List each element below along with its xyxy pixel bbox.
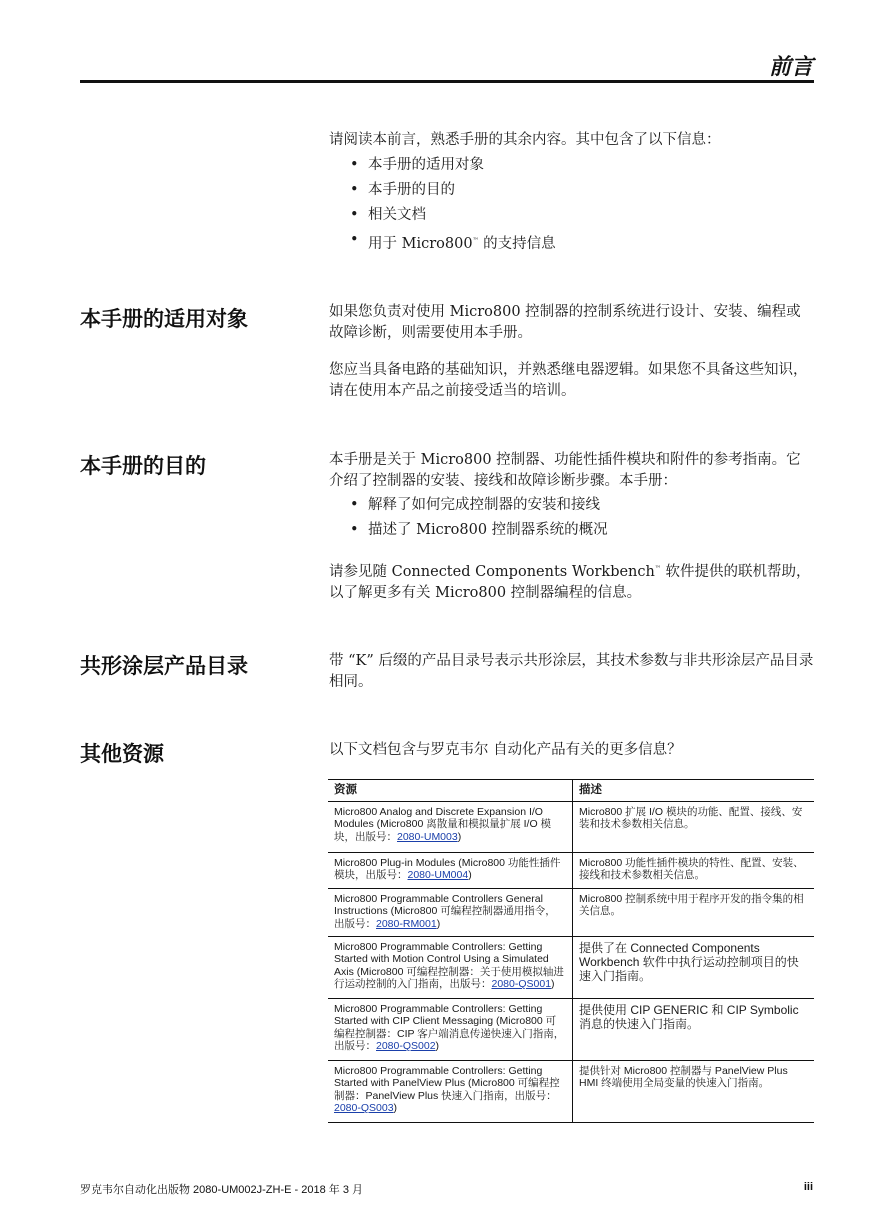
column-header-resource: 资源 <box>328 780 573 802</box>
list-item-text: 相关文档 <box>368 207 426 223</box>
column-header-description: 描述 <box>573 780 815 802</box>
resource-title: Micro800 Programmable Controllers General Instructions (Micro800 可编程控制器通用指令，出版号： <box>334 892 556 930</box>
list-item-text: 本手册的适用对象 <box>368 157 484 173</box>
bullet-icon: • <box>350 157 359 173</box>
page-title: 前言 <box>768 55 813 80</box>
table-row <box>328 801 814 852</box>
publication-link[interactable]: 2080-QS001 <box>491 978 552 990</box>
closing-paren: ) <box>468 869 472 881</box>
section-heading-coating: 共形涂层产品目录 <box>80 654 248 678</box>
section-heading-purpose: 本手册的目的 <box>80 454 206 478</box>
purpose-paragraph-1: 本手册是关于 Micro800 控制器、功能性插件模块和附件的参考指南。它介绍了控制器的安装、接线和故障诊断步骤。本手册： <box>329 452 801 489</box>
closing-paren: ) <box>551 978 555 990</box>
description-cell: Micro800 控制系统中用于程序开发的指令集的相关信息。 <box>573 888 815 936</box>
table-row <box>328 1060 814 1122</box>
list-item <box>329 228 814 253</box>
intro-bullet-list <box>329 153 814 253</box>
list-item <box>329 518 814 543</box>
bullet-icon: • <box>350 207 359 223</box>
resource-cell <box>328 1060 573 1122</box>
trademark-mark: ™ <box>472 237 479 244</box>
section-heading-audience: 本手册的适用对象 <box>80 307 248 331</box>
resource-cell <box>328 998 573 1060</box>
publication-link[interactable]: 2080-UM004 <box>407 869 469 881</box>
resource-cell <box>328 888 573 936</box>
list-item <box>329 178 814 203</box>
table-row <box>328 998 814 1060</box>
description-cell: 提供针对 Micro800 控制器与 PanelView Plus HMI 终端使用全局变量的快速入门指南。 <box>573 1060 815 1122</box>
publication-link[interactable]: 2080-RM001 <box>376 917 437 930</box>
bullet-icon: • <box>350 522 359 538</box>
resource-cell <box>328 801 573 852</box>
description-cell: 提供使用 CIP GENERIC 和 CIP Symbolic 消息的快速入门指南。 <box>573 998 815 1060</box>
resource-title: Micro800 Plug-in Modules (Micro800 功能性插件模块，出版号： <box>334 856 561 881</box>
resource-title: Micro800 Programmable Controllers: Getting Started with Motion Control Using a Simulated Axis (Micro800 可编程控制器：关于使用模拟轴进行运动控制的入门指南，出版号： <box>334 940 564 990</box>
purpose-bullet-list <box>329 493 814 543</box>
audience-paragraph-1: 如果您负责对使用 Micro800 控制器的控制系统进行设计、安装、编程或故障诊断，则需要使用本手册。 <box>329 304 801 341</box>
table-row <box>328 852 814 888</box>
resource-title: Micro800 Programmable Controllers: Getting Started with PanelView Plus (Micro800 可编程控制器：PanelView Plus 快速入门指南，出版号： <box>334 1064 560 1102</box>
closing-paren: ) <box>457 830 462 843</box>
description-cell: 提供了在 Connected Components Workbench 软件中执行运动控制项目的快速入门指南。 <box>573 936 815 998</box>
list-item-text-suffix: 的支持信息 <box>478 235 556 252</box>
audience-paragraph-2: 您应当具备电路的基础知识，并熟悉继电器逻辑。如果您不具备这些知识，请在使用本产品之前接受适当的培训。 <box>329 362 808 399</box>
description-cell: Micro800 扩展 I/O 模块的功能、配置、接线、安装和技术参数相关信息。 <box>573 801 815 852</box>
purpose-paragraph-2 <box>329 558 814 604</box>
resources-intro: 以下文档包含与罗克韦尔 自动化产品有关的更多信息？ <box>329 742 682 758</box>
list-item <box>329 493 814 518</box>
page-number: iii <box>803 1181 813 1193</box>
list-item-text: 用于 Micro800 <box>368 235 473 252</box>
resource-title: Micro800 Programmable Controllers: Getting Started with CIP Client Messaging (Micro800 可编程控制器：CIP 客户端消息传递快速入门指南，出版号： <box>334 1002 565 1052</box>
resources-table <box>328 779 814 1123</box>
footer-publication: 罗克韦尔自动化出版物 2080-UM002J-ZH-E - 2018 年 3 月 <box>80 1184 364 1196</box>
list-item <box>329 153 814 178</box>
list-item <box>329 203 814 228</box>
resource-cell <box>328 852 573 888</box>
closing-paren: ) <box>393 1102 398 1114</box>
list-item-text: 描述了 Micro800 控制器系统的概况 <box>368 522 608 538</box>
bullet-icon: • <box>350 232 359 248</box>
section-heading-resources: 其他资源 <box>80 742 164 766</box>
list-item-text: 本手册的目的 <box>368 182 455 198</box>
trademark-mark: ™ <box>654 565 661 572</box>
table-row <box>328 888 814 936</box>
resource-cell <box>328 936 573 998</box>
resource-title: Micro800 Analog and Discrete Expansion I/O Modules (Micro800 离散量和模拟量扩展 I/O 模块，出版号： <box>334 805 552 843</box>
bullet-icon: • <box>350 182 359 198</box>
closing-paren: ) <box>436 917 441 930</box>
table-row <box>328 936 814 998</box>
publication-link[interactable]: 2080-QS002 <box>376 1040 436 1052</box>
description-cell: Micro800 功能性插件模块的特性、配置、安装、接线和技术参数相关信息。 <box>573 852 815 888</box>
purpose-paragraph-2-start: 请参见随 Connected Components Workbench <box>329 563 655 580</box>
title-rule <box>80 80 814 83</box>
publication-link[interactable]: 2080-QS003 <box>334 1102 394 1114</box>
table-header-row <box>328 780 814 802</box>
closing-paren: ) <box>435 1040 440 1052</box>
purpose-paragraph-2-end: 软件提供的联机帮助，以了解更多有关 Micro800 控制器编程的信息。 <box>329 563 811 601</box>
publication-link[interactable]: 2080-UM003 <box>397 830 458 843</box>
coating-paragraph: 带 “K” 后缀的产品目录号表示共形涂层，其技术参数与非共形涂层产品目录相同。 <box>329 653 814 690</box>
intro-text: 请阅读本前言，熟悉手册的其余内容。其中包含了以下信息： <box>329 132 721 148</box>
list-item-text: 解释了如何完成控制器的安装和接线 <box>368 497 600 513</box>
bullet-icon: • <box>350 497 359 513</box>
